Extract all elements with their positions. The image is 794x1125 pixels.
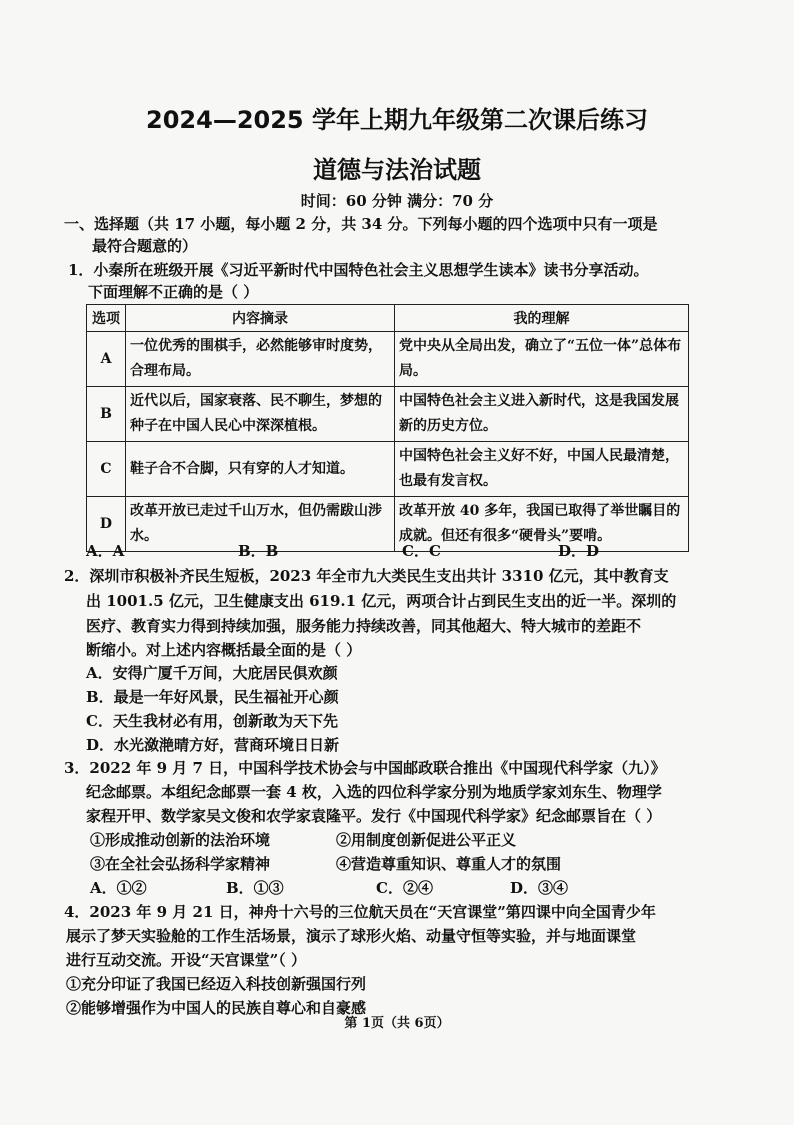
- q3-option-a: A．①②: [90, 879, 147, 897]
- q3-item-3: ③在全社会弘扬科学家精神: [90, 855, 271, 873]
- table-row: [87, 332, 689, 387]
- table-cell-option: D: [87, 497, 126, 552]
- q3-option-c: C．②④: [376, 879, 433, 897]
- table-cell-option: C: [87, 442, 126, 497]
- q1-table: [86, 304, 689, 552]
- q3-option-d: D．③④: [510, 879, 569, 897]
- q2-option-a: A．安得广厦千万间，大庇居民俱欢颜: [86, 664, 338, 682]
- table-cell-content: 鞋子合不合脚，只有穿的人才知道。: [126, 442, 395, 497]
- table-cell-option: A: [87, 332, 126, 387]
- q3-stem-cont: 家程开甲、数学家吴文俊和农学家袁隆平。发行《中国现代科学家》纪念邮票旨在（ ）: [86, 807, 662, 825]
- section1-instruction-cont: 最符合题意的）: [92, 237, 198, 255]
- table-header-understanding: 我的理解: [395, 305, 689, 332]
- exam-subtitle: 道德与法治试题: [313, 156, 481, 184]
- q2-stem: 2．深圳市积极补齐民生短板，2023 年全市九大类民生支出共计 3310 亿元，其中教育支: [64, 567, 669, 585]
- q4-stem-cont: 进行互动交流。开设“天宫课堂”（ ）: [66, 951, 306, 969]
- q3-item-1: ①形成推动创新的法治环境: [90, 831, 271, 849]
- table-cell-content: 改革开放已走过千山万水，但仍需跋山涉水。: [126, 497, 395, 552]
- q2-option-c: C．天生我材必有用，创新敢为天下先: [86, 712, 338, 730]
- q3-stem: 3．2022 年 9 月 7 日，中国科学技术协会与中国邮政联合推出《中国现代科学家（九）》: [64, 759, 666, 777]
- table-cell-content: 近代以后，国家衰落、民不聊生，梦想的种子在中国人民心中深深植根。: [126, 387, 395, 442]
- table-header-content: 内容摘录: [126, 305, 395, 332]
- q3-stem-cont: 纪念邮票。本组纪念邮票一套 4 枚，入选的四位科学家分别为地质学家刘东生、物理学: [86, 783, 662, 801]
- q1-stem: 1．小秦所在班级开展《习近平新时代中国特色社会主义思想学生读本》读书分享活动。: [68, 261, 649, 279]
- table-row: [87, 442, 689, 497]
- q3-item-4: ④营造尊重知识、尊重人才的氛围: [336, 855, 562, 873]
- table-cell-option: B: [87, 387, 126, 442]
- q1-option-c: C．C: [402, 542, 441, 560]
- table-cell-understanding: 中国特色社会主义好不好，中国人民最清楚，也最有发言权。: [395, 442, 689, 497]
- table-row: [87, 387, 689, 442]
- q4-stem-cont: 展示了梦天实验舱的工作生活场景，演示了球形火焰、动量守恒等实验，并与地面课堂: [66, 927, 637, 945]
- exam-meta: 时间：60 分钟 满分：70 分: [300, 192, 494, 210]
- q1-option-d: D．D: [558, 542, 600, 560]
- q4-item-2: ②能够增强作为中国人的民族自尊心和自豪感: [66, 999, 367, 1017]
- q1-stem-cont: 下面理解不正确的是（ ）: [88, 283, 259, 301]
- table-cell-understanding: 中国特色社会主义进入新时代，这是我国发展新的历史方位。: [395, 387, 689, 442]
- q4-item-1: ①充分印证了我国已经迈入科技创新强国行列: [66, 975, 367, 993]
- q1-option-a: A．A: [86, 542, 125, 560]
- q2-stem-cont: 断缩小。对上述内容概括最全面的是（ ）: [86, 641, 362, 659]
- q2-option-b: B．最是一年好风景，民生福祉开心颜: [86, 688, 339, 706]
- exam-title: 2024—2025 学年上期九年级第二次课后练习: [146, 106, 648, 134]
- section1-instruction: 一、选择题（共 17 小题，每小题 2 分，共 34 分。下列每小题的四个选项中只有一项是: [64, 215, 658, 233]
- q2-option-d: D．水光潋滟晴方好，营商环境日日新: [86, 736, 340, 754]
- q2-stem-cont: 医疗、教育实力得到持续加强，服务能力持续改善，同其他超大、特大城市的差距不: [86, 617, 642, 635]
- q4-stem: 4．2023 年 9 月 21 日，神舟十六号的三位航天员在“天宫课堂”第四课中向全国青少年: [64, 903, 656, 921]
- table-cell-understanding: 党中央从全局出发，确立了“五位一体”总体布局。: [395, 332, 689, 387]
- table-cell-understanding: 改革开放 40 多年，我国已取得了举世瞩目的成就。但还有很多“硬骨头”要啃。: [395, 497, 689, 552]
- table-header-option: 选项: [87, 305, 126, 332]
- table-cell-content: 一位优秀的围棋手，必然能够审时度势，合理布局。: [126, 332, 395, 387]
- q3-item-2: ②用制度创新促进公平正义: [336, 831, 517, 849]
- q1-option-b: B．B: [238, 542, 279, 560]
- page-footer: 第 1页（共 6页）: [344, 1016, 450, 1031]
- q3-option-b: B．①③: [226, 879, 284, 897]
- q2-stem-cont: 出 1001.5 亿元，卫生健康支出 619.1 亿元，两项合计占到民生支出的近一半。深圳的: [86, 592, 677, 610]
